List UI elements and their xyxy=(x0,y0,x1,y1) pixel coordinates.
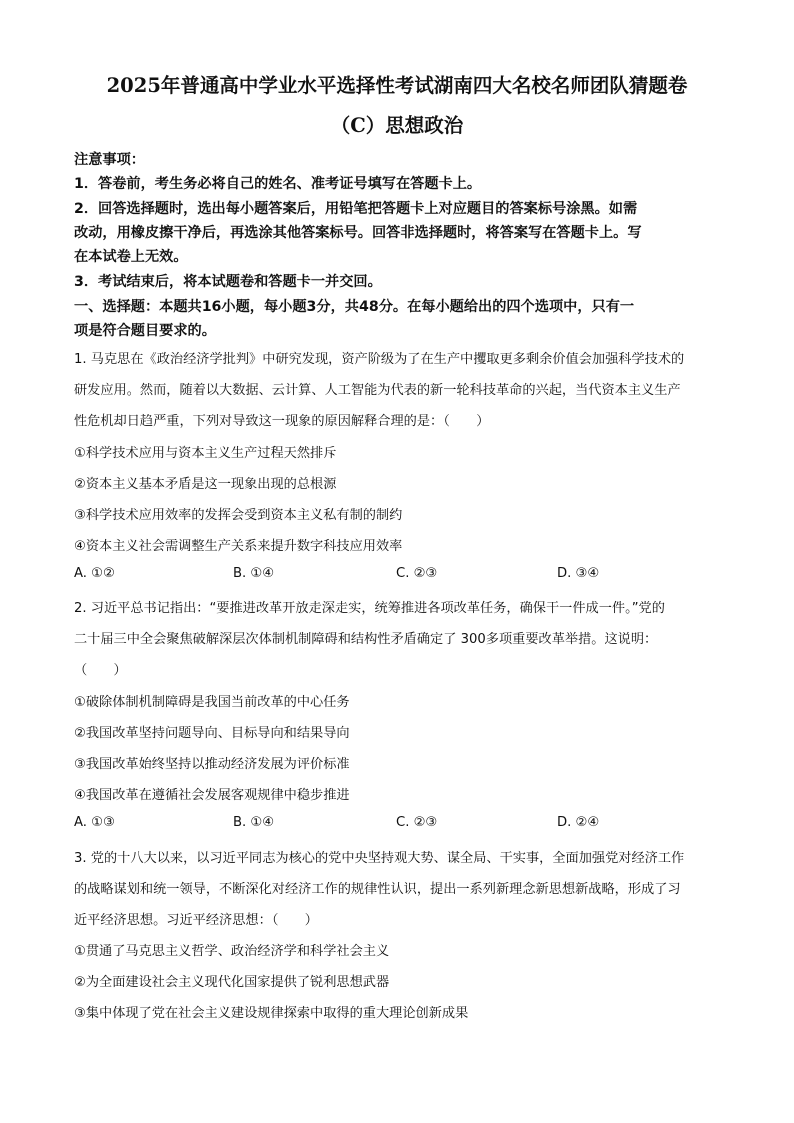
q2-option-b: B. ①④ xyxy=(233,815,275,830)
q3-stem-line-1: 3. 党的十八大以来，以习近平同志为核心的党中央坚持观大势、谋全局、干实事，全面加强党对经济工作 xyxy=(74,851,685,866)
q3-stem-line-2: 的战略谋划和统一领导，不断深化对经济工作的规律性认识，提出一系列新理念新思想新战略，形成了习 xyxy=(74,882,681,897)
page-subtitle: （C）思想政治 xyxy=(330,114,464,137)
q1-option-b: B. ①④ xyxy=(233,566,275,581)
q2-stem-line-1: 2. 习近平总书记指出：“要推进改革开放走深走实，统筹推进各项改革任务，确保干一件成一件。”党的 xyxy=(74,601,665,616)
q2-stem-line-3: （ ） xyxy=(74,663,127,678)
section-heading-line-2: 项是符合题目要求的。 xyxy=(74,323,216,339)
q3-statement-2: ②为全面建设社会主义现代化国家提供了锐利思想武器 xyxy=(74,975,390,990)
q2-statement-4: ④我国改革在遵循社会发展客观规律中稳步推进 xyxy=(74,788,350,803)
q1-statement-1: ①科学技术应用与资本主义生产过程天然排斥 xyxy=(74,446,337,461)
q2-stem-line-2: 二十届三中全会聚焦破解深层次体制机制障碍和结构性矛盾确定了 300多项重要改革举措。这说明： xyxy=(74,632,658,647)
q3-statement-1: ①贯通了马克思主义哲学、政治经济学和科学社会主义 xyxy=(74,944,390,959)
q2-statement-3: ③我国改革始终坚持以推动经济发展为评价标准 xyxy=(74,757,350,772)
notice-item-3: 3．考试结束后，将本试题卷和答题卡一并交回。 xyxy=(74,274,382,290)
q2-statement-2: ②我国改革坚持问题导向、目标导向和结果导向 xyxy=(74,726,350,741)
q1-option-d: D. ③④ xyxy=(557,566,600,581)
notice-item-2-line-1: 2．回答选择题时，选出每小题答案后，用铅笔把答题卡上对应题目的答案标号涂黑。如需 xyxy=(74,201,638,217)
notice-heading: 注意事项： xyxy=(74,152,145,168)
q1-statement-4: ④资本主义社会需调整生产关系来提升数字科技应用效率 xyxy=(74,539,403,554)
q2-statement-1: ①破除体制机制障碍是我国当前改革的中心任务 xyxy=(74,695,350,710)
notice-item-1: 1．答卷前，考生务必将自己的姓名、准考证号填写在答题卡上。 xyxy=(74,176,482,192)
q3-statement-3: ③集中体现了党在社会主义建设规律探索中取得的重大理论创新成果 xyxy=(74,1006,469,1021)
page-title: 2025年普通高中学业水平选择性考试湖南四大名校名师团队猜题卷 xyxy=(106,74,688,97)
notice-item-2-line-2: 改动，用橡皮擦干净后，再选涂其他答案标号。回答非选择题时，将答案写在答题卡上。写 xyxy=(74,225,642,241)
section-heading-line-1: 一、选择题：本题共16小题，每小题3分，共48分。在每小题给出的四个选项中，只有一 xyxy=(74,299,635,315)
q1-stem-line-3: 性危机却日趋严重，下列对导致这一现象的原因解释合理的是：（ ） xyxy=(74,414,490,429)
q1-option-a: A. ①② xyxy=(74,566,115,581)
q1-statement-3: ③科学技术应用效率的发挥会受到资本主义私有制的制约 xyxy=(74,508,403,523)
q3-stem-line-3: 近平经济思想。习近平经济思想：（ ） xyxy=(74,913,318,928)
q1-statement-2: ②资本主义基本矛盾是这一现象出现的总根源 xyxy=(74,477,337,492)
notice-item-2-line-3: 在本试卷上无效。 xyxy=(74,249,188,265)
q2-option-d: D. ②④ xyxy=(557,815,600,830)
q1-option-c: C. ②③ xyxy=(396,566,438,581)
q2-option-a: A. ①③ xyxy=(74,815,115,830)
q1-stem-line-2: 研发应用。然而，随着以大数据、云计算、人工智能为代表的新一轮科技革命的兴起，当代资本主义生产 xyxy=(74,383,681,398)
q2-option-c: C. ②③ xyxy=(396,815,438,830)
q1-stem-line-1: 1. 马克思在《政治经济学批判》中研究发现，资产阶级为了在生产中攫取更多剩余价值会加强科学技术的 xyxy=(74,352,685,367)
